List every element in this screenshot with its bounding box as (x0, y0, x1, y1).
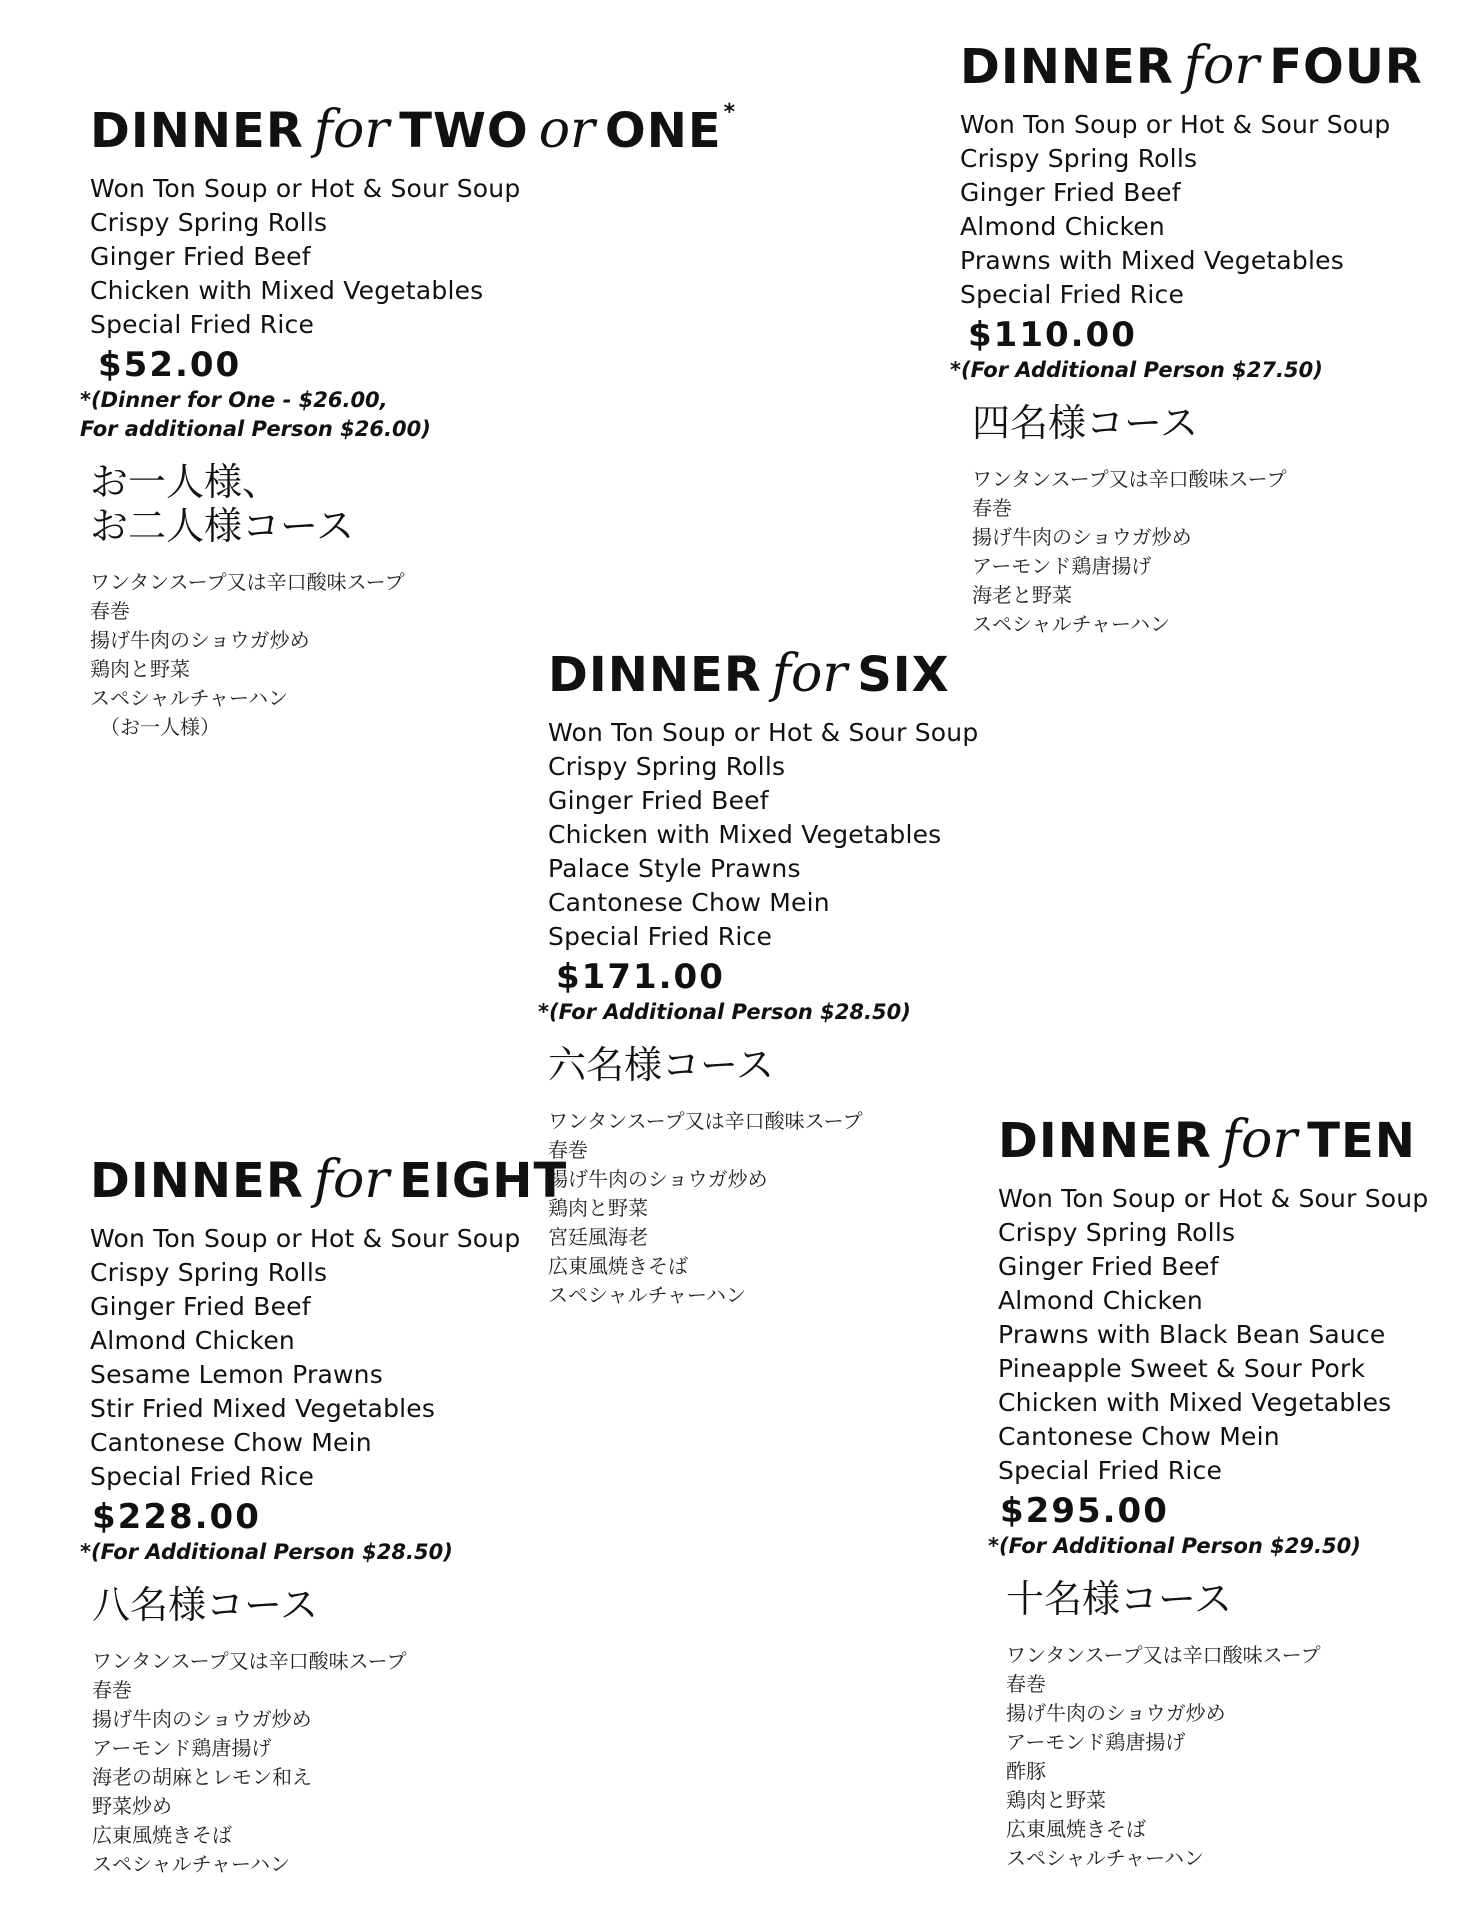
japanese-item: スペシャルチャーハン (972, 612, 1170, 636)
japanese-item: 春巻 (90, 599, 130, 623)
menu-item: Special Fried Rice (998, 1456, 1223, 1485)
japanese-item: 揚げ牛肉のショウガ炒め (548, 1167, 768, 1191)
japanese-item: ワンタンスープ又は辛口酸味スープ (1006, 1643, 1321, 1667)
japanese-item-list (1006, 1641, 1428, 1873)
title-for: for (1221, 1110, 1298, 1170)
menu-title (998, 1110, 1428, 1170)
title-for: for (771, 644, 848, 704)
menu-item: Chicken with Mixed Vegetables (90, 276, 484, 305)
menu-item: Ginger Fried Beef (90, 1292, 311, 1321)
japanese-item: スペシャルチャーハン (548, 1283, 746, 1307)
japanese-item: スペシャルチャーハン (1006, 1846, 1204, 1870)
title-count: TEN (1307, 1113, 1416, 1169)
menu-dinner-for-eight (80, 1150, 568, 1879)
japanese-item: 揚げ牛肉のショウガ炒め (90, 628, 310, 652)
japanese-item: ワンタンスープ又は辛口酸味スープ (90, 570, 405, 594)
price-note: *(For Additional Person $27.50) (950, 358, 1323, 382)
menu-item: Crispy Spring Rolls (548, 752, 786, 781)
menu-item: Special Fried Rice (90, 310, 315, 339)
japanese-title-line: お一人様、 (90, 460, 281, 504)
title-for: for (1183, 36, 1260, 96)
menu-item: Prawns with Black Bean Sauce (998, 1320, 1386, 1349)
menu-item: Crispy Spring Rolls (90, 208, 328, 237)
title-count: TWO (399, 103, 529, 159)
menu-item: Prawns with Mixed Vegetables (960, 246, 1344, 275)
menu-item: Won Ton Soup or Hot & Sour Soup (90, 174, 521, 203)
menu-item: Special Fried Rice (960, 280, 1185, 309)
japanese-item: スペシャルチャーハン (90, 686, 288, 710)
title-word: DINNER (90, 103, 304, 159)
japanese-item: 春巻 (92, 1678, 132, 1702)
menu-item: Special Fried Rice (548, 922, 773, 951)
price-note: *(For Additional Person $29.50) (988, 1534, 1361, 1558)
japanese-item: 春巻 (972, 496, 1012, 520)
menu-item-list (960, 108, 1423, 312)
japanese-item: 広東風焼きそば (548, 1254, 688, 1278)
title-word: DINNER (548, 647, 762, 703)
menu-item: Cantonese Chow Mein (90, 1428, 372, 1457)
price-note: *(For Additional Person $28.50) (538, 1000, 911, 1024)
japanese-item: 広東風焼きそば (92, 1823, 232, 1847)
title-for: for (313, 100, 390, 160)
price-note: For additional Person $26.00) (80, 417, 431, 441)
menu-item: Chicken with Mixed Vegetables (998, 1388, 1392, 1417)
title-word: DINNER (960, 39, 1174, 95)
menu-price: $110.00 (968, 315, 1137, 355)
japanese-item: 広東風焼きそば (1006, 1817, 1146, 1841)
japanese-item: 海老と野菜 (972, 583, 1072, 607)
menu-item: Palace Style Prawns (548, 854, 801, 883)
japanese-item: 揚げ牛肉のショウガ炒め (1006, 1701, 1226, 1725)
japanese-item: スペシャルチャーハン (92, 1852, 290, 1876)
menu-item: Crispy Spring Rolls (90, 1258, 328, 1287)
menu-title (90, 100, 736, 160)
japanese-item-list (972, 465, 1423, 639)
japanese-item: ワンタンスープ又は辛口酸味スープ (972, 467, 1287, 491)
japanese-item: 酢豚 (1006, 1759, 1046, 1783)
japanese-item: 揚げ牛肉のショウガ炒め (92, 1707, 312, 1731)
japanese-course-title: 十名様コース (1006, 1577, 1233, 1621)
price-note: *(For Additional Person $28.50) (80, 1540, 453, 1564)
menu-item: Ginger Fried Beef (998, 1252, 1219, 1281)
japanese-item-list (548, 1107, 978, 1310)
menu-item: Sesame Lemon Prawns (90, 1360, 383, 1389)
title-word: DINNER (998, 1113, 1212, 1169)
menu-dinner-for-six (538, 644, 979, 1310)
japanese-item-list (92, 1647, 567, 1879)
japanese-item: アーモンド鶏唐揚げ (972, 554, 1152, 578)
japanese-item: （お一人様） (100, 715, 220, 739)
menu-price: $228.00 (92, 1497, 261, 1537)
menu-item-list (998, 1182, 1428, 1488)
japanese-item: 鶏肉と野菜 (90, 657, 190, 681)
japanese-item: 野菜炒め (92, 1794, 172, 1818)
title-or: or (538, 100, 595, 160)
menu-title (960, 36, 1423, 96)
menu-title (548, 644, 978, 704)
menu-item: Ginger Fried Beef (960, 178, 1181, 207)
japanese-item: 揚げ牛肉のショウガ炒め (972, 525, 1192, 549)
japanese-item: 鶏肉と野菜 (1006, 1788, 1106, 1812)
menu-item: Won Ton Soup or Hot & Sour Soup (960, 110, 1391, 139)
menu-price: $52.00 (98, 345, 242, 385)
menu-item: Pineapple Sweet & Sour Pork (998, 1354, 1366, 1383)
menu-item: Almond Chicken (998, 1286, 1203, 1315)
japanese-course-title: 四名様コース (972, 401, 1199, 445)
japanese-item: アーモンド鶏唐揚げ (92, 1736, 272, 1760)
menu-item-list (548, 716, 978, 954)
menu-dinner-for-ten (988, 1110, 1429, 1873)
menu-dinner-for-four (950, 36, 1423, 639)
menu-item-list (90, 172, 736, 342)
menu-item: Cantonese Chow Mein (998, 1422, 1280, 1451)
japanese-course-title: 六名様コース (548, 1043, 775, 1087)
menu-item: Crispy Spring Rolls (960, 144, 1198, 173)
menu-item: Cantonese Chow Mein (548, 888, 830, 917)
japanese-title-line: お二人様コース (90, 504, 355, 548)
menu-item: Crispy Spring Rolls (998, 1218, 1236, 1247)
japanese-course-title: 八名様コース (92, 1583, 319, 1627)
japanese-item: 鶏肉と野菜 (548, 1196, 648, 1220)
title-word: DINNER (90, 1153, 304, 1209)
menu-item: Won Ton Soup or Hot & Sour Soup (90, 1224, 521, 1253)
title-count: SIX (857, 647, 950, 703)
menu-item: Special Fried Rice (90, 1462, 315, 1491)
title-count-alt: ONE (604, 103, 722, 159)
japanese-item: アーモンド鶏唐揚げ (1006, 1730, 1186, 1754)
japanese-item: 春巻 (1006, 1672, 1046, 1696)
japanese-item: 春巻 (548, 1138, 588, 1162)
title-asterisk: * (723, 100, 737, 125)
title-count: EIGHT (399, 1153, 568, 1209)
price-note: *(Dinner for One - $26.00, (80, 388, 388, 412)
menu-item-list (90, 1222, 567, 1494)
menu-price: $295.00 (1000, 1491, 1169, 1531)
japanese-item: 宮廷風海老 (548, 1225, 648, 1249)
menu-item: Chicken with Mixed Vegetables (548, 820, 942, 849)
menu-title (90, 1150, 567, 1210)
title-count: FOUR (1269, 39, 1423, 95)
japanese-item: ワンタンスープ又は辛口酸味スープ (92, 1649, 407, 1673)
menu-price: $171.00 (556, 957, 725, 997)
menu-item: Won Ton Soup or Hot & Sour Soup (548, 718, 979, 747)
japanese-item: ワンタンスープ又は辛口酸味スープ (548, 1109, 863, 1133)
menu-item: Almond Chicken (90, 1326, 295, 1355)
title-for: for (313, 1150, 390, 1210)
japanese-course-title (90, 460, 736, 548)
menu-item: Won Ton Soup or Hot & Sour Soup (998, 1184, 1429, 1213)
menu-item: Almond Chicken (960, 212, 1165, 241)
japanese-item: 海老の胡麻とレモン和え (92, 1765, 312, 1789)
menu-item: Stir Fried Mixed Vegetables (90, 1394, 436, 1423)
menu-item: Ginger Fried Beef (90, 242, 311, 271)
menu-item: Ginger Fried Beef (548, 786, 769, 815)
